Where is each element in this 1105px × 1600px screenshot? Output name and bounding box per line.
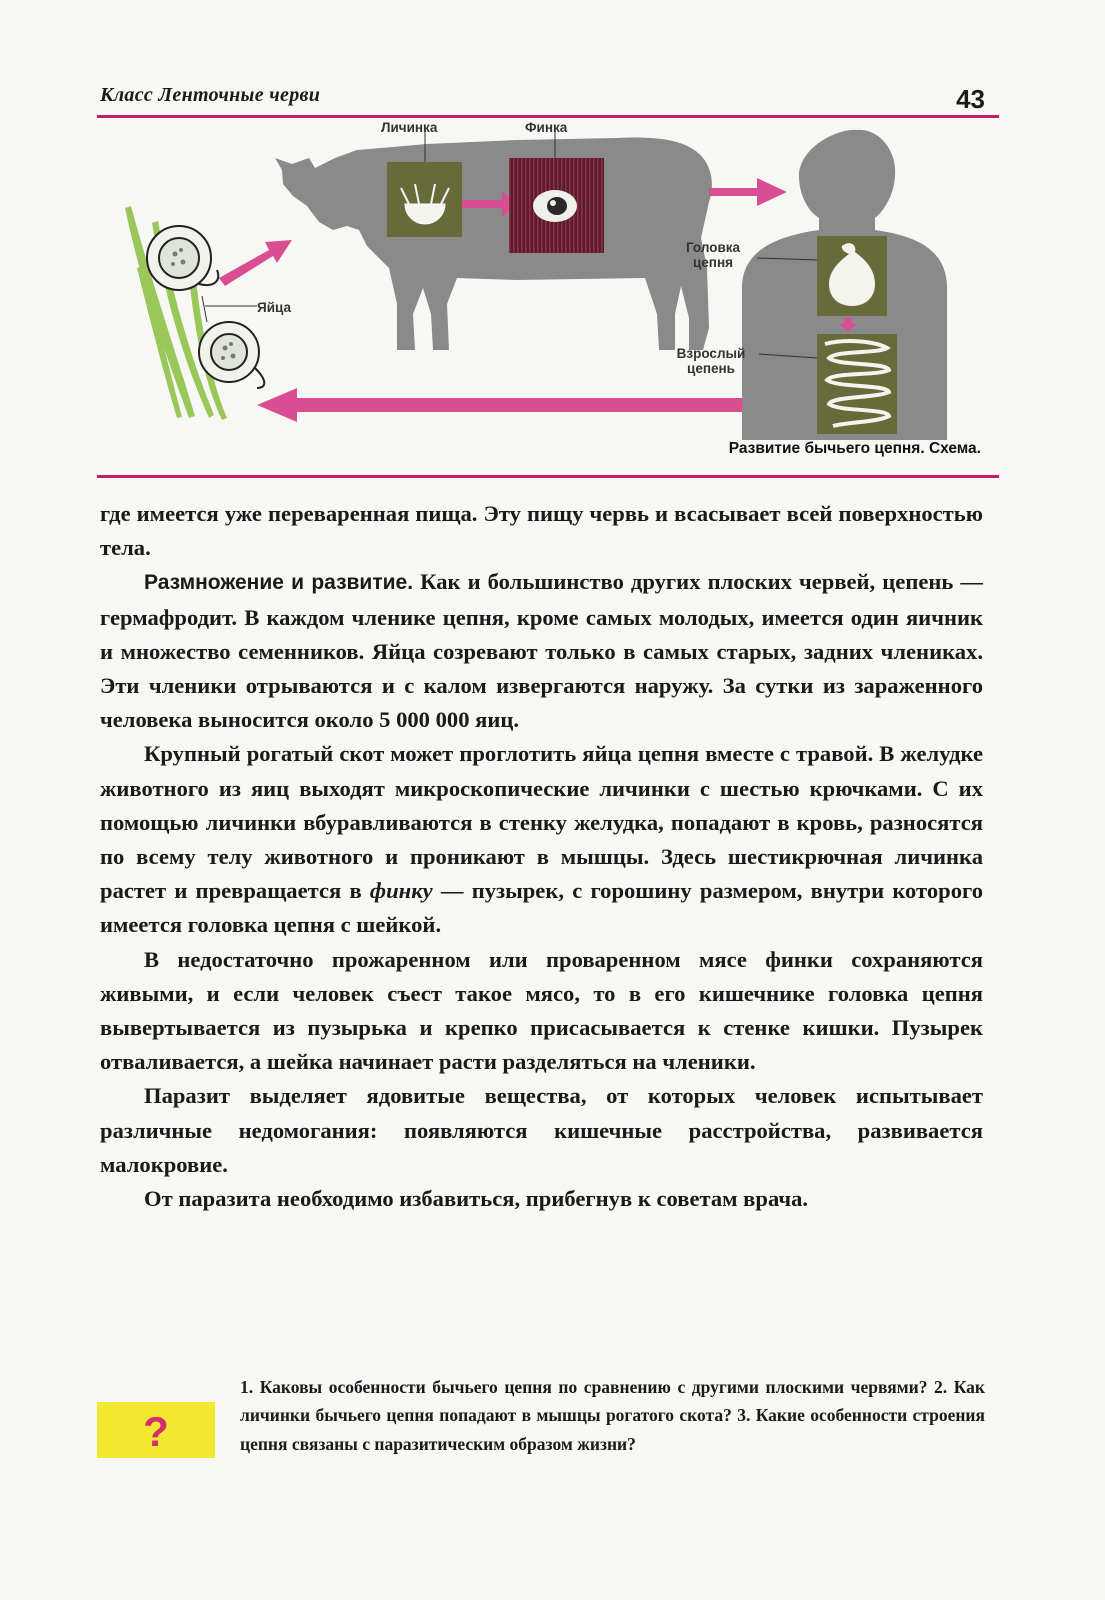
- figure-caption: Развитие бычьего цепня. Схема.: [728, 440, 981, 457]
- running-title: Класс Ленточные черви: [100, 84, 321, 106]
- paragraph-2: [100, 565, 983, 737]
- larva-label: Личинка: [381, 120, 438, 135]
- life-cycle-diagram: [97, 118, 999, 474]
- head-label: Головка цепня: [685, 240, 741, 270]
- larva-panel: [387, 162, 462, 237]
- question-marker-box: [97, 1402, 215, 1458]
- cow-silhouette: [275, 138, 712, 350]
- bottom-rule: [97, 475, 999, 478]
- paragraph-1: где имеется уже переваренная пища. Эту пищу червь и всасывает всей поверхностью тела.: [100, 501, 983, 561]
- section-heading: Размножение и развитие.: [144, 571, 414, 595]
- page-number: 43: [956, 84, 985, 114]
- question-mark-icon: ?: [143, 1408, 169, 1455]
- egg-1: [147, 226, 218, 290]
- adult-label: Взрослый цепень: [676, 346, 746, 376]
- review-questions: 1. Каковы особенности бычьего цепня по сравнению с другими плоскими червями? 2. Как личинки бычьего цепня попадают в мышцы рогатого скота? 3. Какие особенности строения цепня связаны с паразитическим образом жизни?: [240, 1377, 985, 1454]
- life-cycle-figure: [97, 118, 999, 474]
- term-finka: финку: [369, 878, 433, 904]
- paragraph-5: Паразит выделяет ядовитые вещества, от которых человек испытывает различные недомогания: появляются кишечные расстройства, развивается малокровие.: [100, 1083, 983, 1177]
- body-text: [100, 497, 983, 1216]
- finka-label: Финка: [525, 120, 568, 135]
- paragraph-6: От паразита необходимо избавиться, прибегнув к советам врача.: [144, 1186, 809, 1212]
- paragraph-3-text-b: — пузырек, с горошину размером, внутри которого имеется головка цепня с шейкой.: [100, 878, 984, 938]
- paragraph-2-text: Как и большинство других плоских червей, цепень — гермафродит. В каждом членике цепня, кроме самых молодых, имеется один яичник и множество семенников. Яйца созревают только в самых старых, задних члениках. Эти членики отрываются и с калом извергаются наружу. За сутки из зараженного человека выносится около 5 000 000 яиц.: [100, 569, 983, 733]
- paragraph-4: В недостаточно прожаренном или проваренном мясе финки сохраняются живыми, и если человек съест такое мясо, то в его кишечнике головка цепня вывертывается из пузырька и крепко присасывается к стенке кишки. Пузырек отваливается, а шейка начинает расти разделяться на членики.: [100, 946, 983, 1075]
- paragraph-3-text-a: Крупный рогатый скот может проглотить яйца цепня вместе с травой. В желудке животного из яиц выходят микроскопические личинки с шестью крючками. С их помощью личинки вбуравливаются в стенку желудка, попадают в кровь, разносятся по всему телу животного и проникают в мышцы. Здесь шестикрючная личинка растет и превращается в: [100, 741, 983, 904]
- eggs-label: Яйца: [257, 300, 291, 315]
- paragraph-3: [100, 737, 983, 942]
